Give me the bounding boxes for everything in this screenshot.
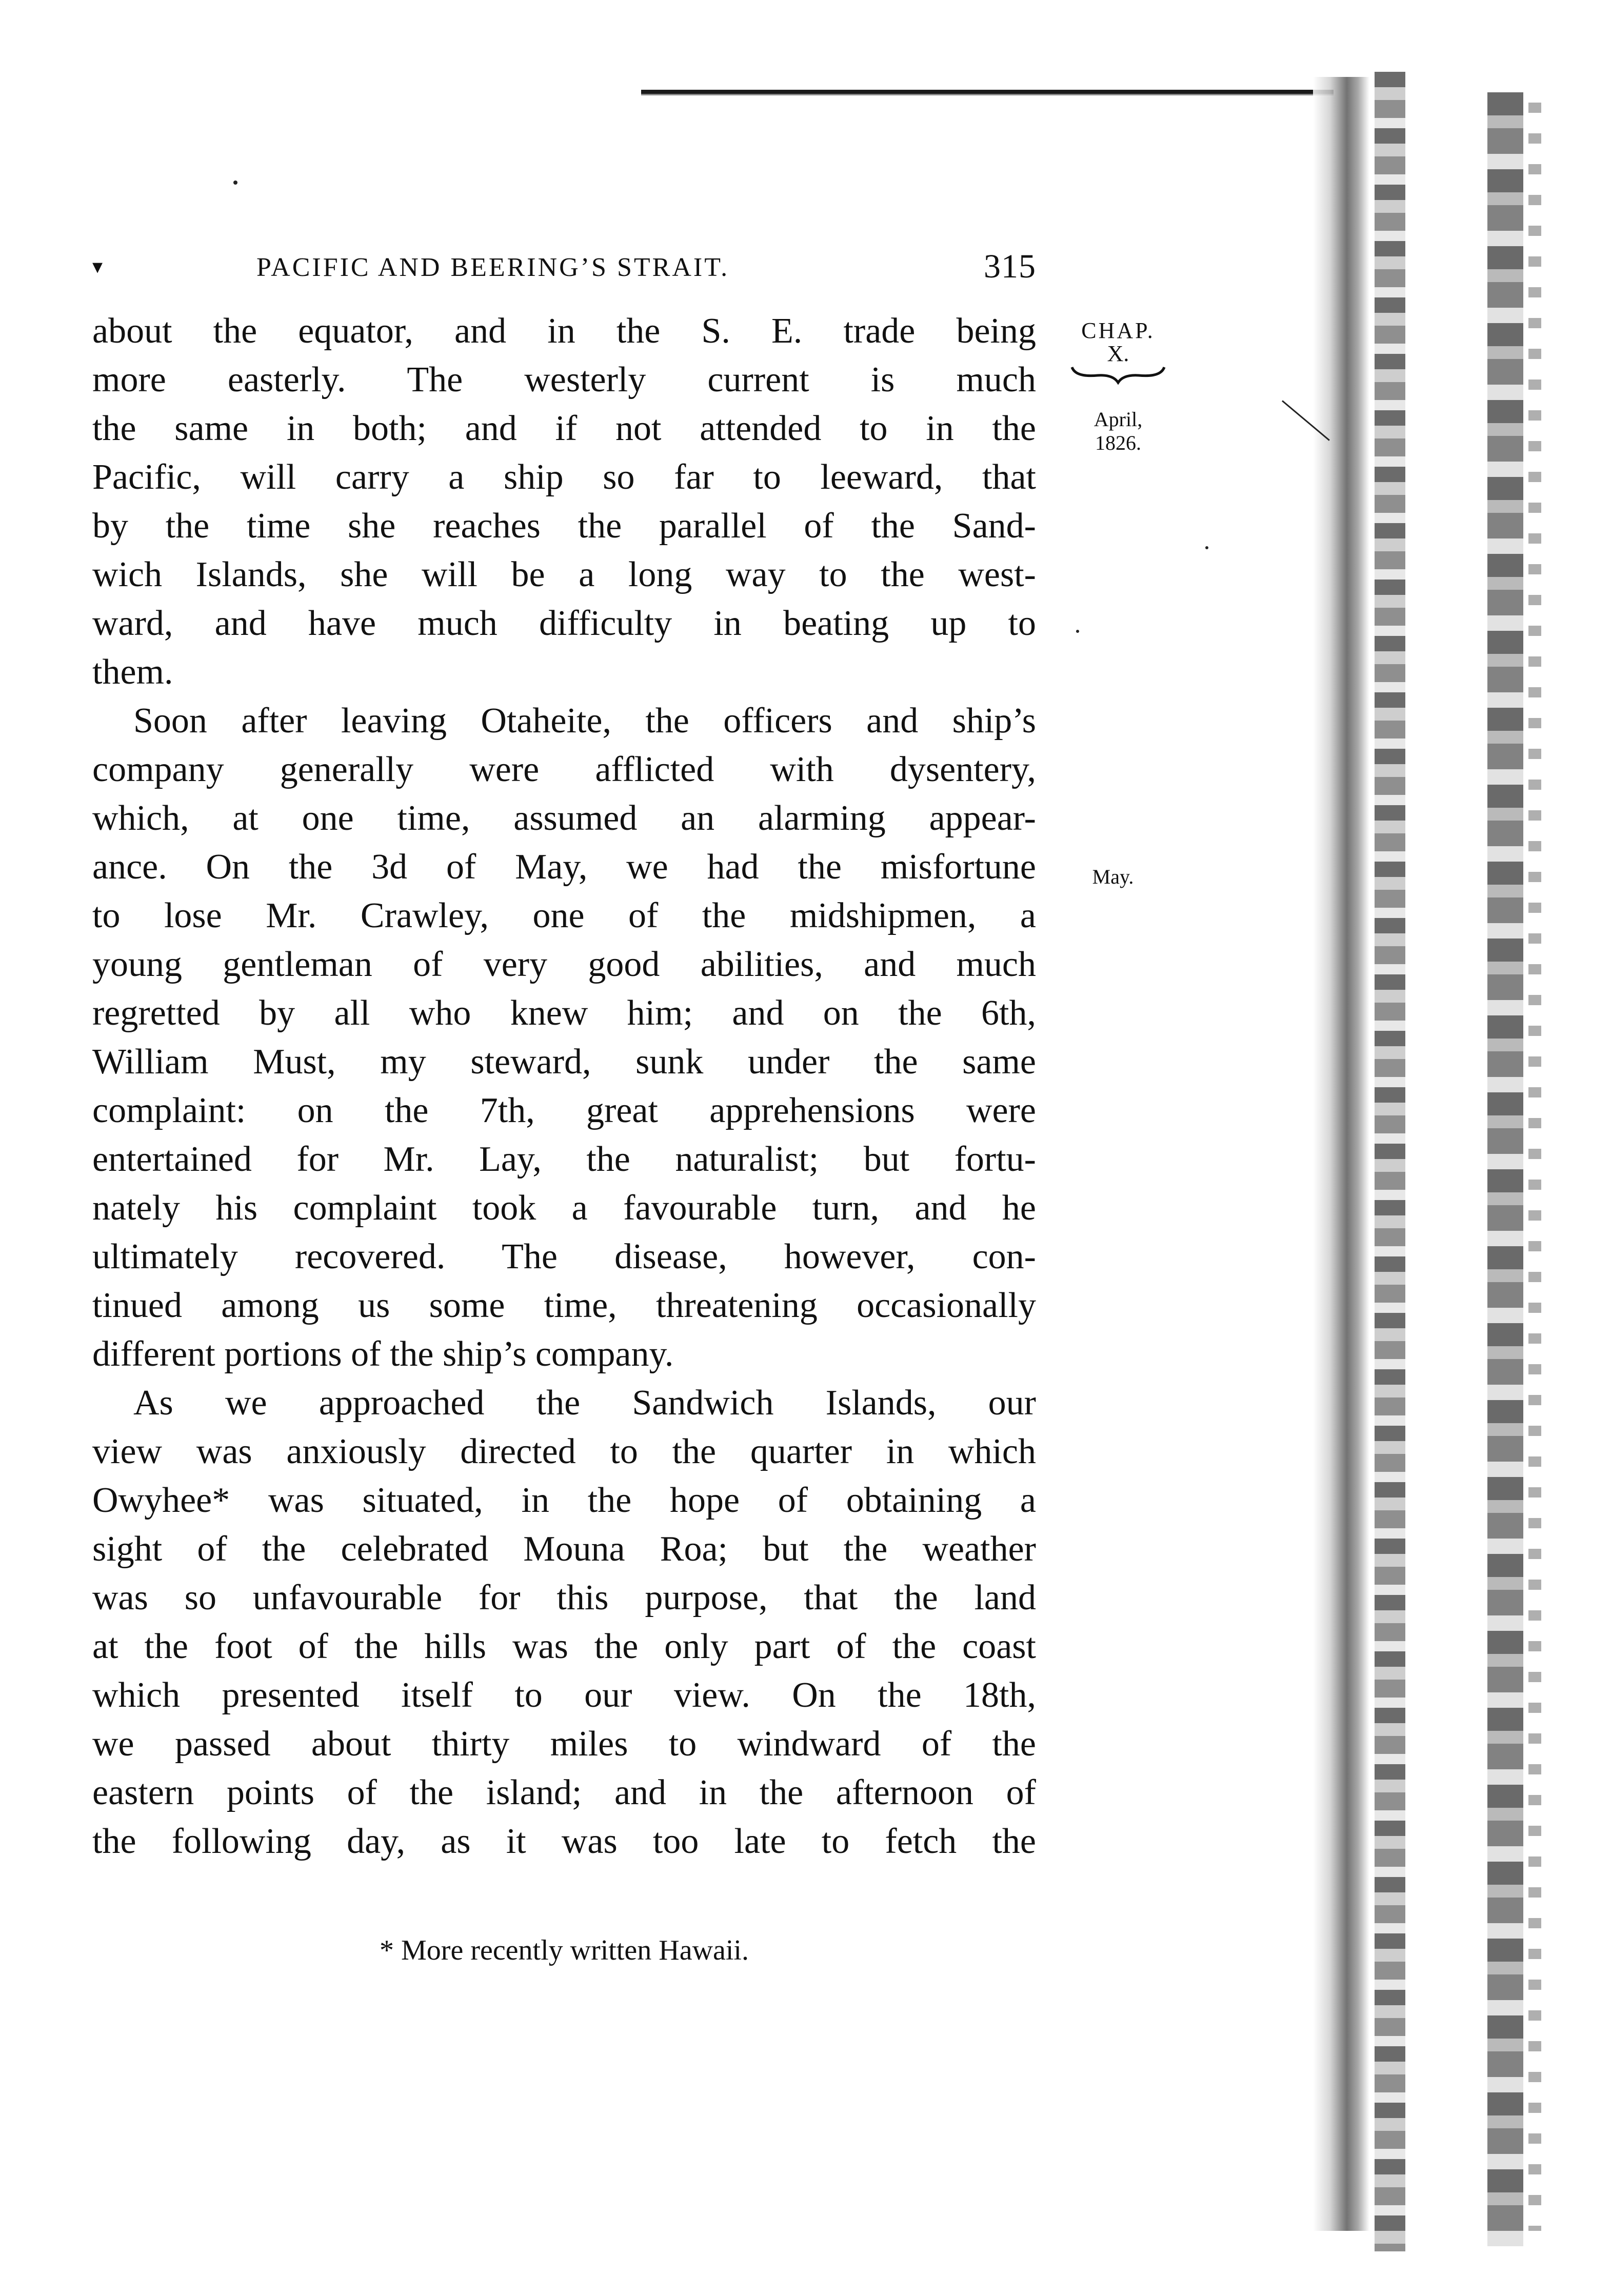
text-line: about the equator, and in the S. E. trade being (92, 311, 1036, 351)
text-line: nately his complaint took a favourable turn, and he (92, 1188, 1036, 1228)
top-scan-rule-shadow (641, 94, 1334, 95)
text-line: Owyhee* was situated, in the hope of obtaining a (92, 1481, 1036, 1520)
date-year: 1826. (1095, 431, 1141, 454)
ink-speck (1076, 630, 1079, 633)
ink-speck (233, 181, 237, 185)
text-line: we passed about thirty miles to windward of the (92, 1724, 1036, 1764)
text-line: ance. On the 3d of May, we had the misfortune (92, 847, 1036, 887)
running-head-title: PACIFIC AND BEERING’S STRAIT. (256, 253, 730, 282)
text-line: the following day, as it was too late to fetch the (92, 1822, 1036, 1861)
text-line: entertained for Mr. Lay, the naturalist; but fortu- (92, 1140, 1036, 1179)
text-line: complaint: on the 7th, great apprehensions were (92, 1091, 1036, 1130)
footnote: * More recently written Hawaii. (380, 1934, 749, 1966)
head-mark: ▾ (92, 255, 103, 278)
text-line: young gentleman of very good abilities, and much (92, 945, 1036, 984)
text-line: William Must, my steward, sunk under the same (92, 1042, 1036, 1082)
text-line: at the foot of the hills was the only part of the coast (92, 1627, 1036, 1666)
text-line: to lose Mr. Crawley, one of the midshipmen, a (92, 896, 1036, 935)
text-line: different portions of the ship’s company. (92, 1334, 674, 1374)
chapter-label: CHAP. (1081, 318, 1155, 343)
text-line: more easterly. The westerly current is much (92, 360, 1036, 400)
chapter-number: X. (1107, 341, 1129, 366)
running-head (92, 247, 1036, 288)
text-line: which, at one time, assumed an alarming appear- (92, 798, 1036, 838)
page-number: 315 (984, 248, 1036, 285)
chapter-note (1069, 318, 1167, 385)
text-line: view was anxiously directed to the quarter in which (92, 1432, 1036, 1471)
ink-speck (1205, 546, 1208, 549)
text-line: sight of the celebrated Mouna Roa; but the weather (92, 1529, 1036, 1569)
text-line: As we approached the Sandwich Islands, our (133, 1383, 1036, 1423)
text-line: wich Islands, she will be a long way to the west- (92, 555, 1036, 594)
text-line: company generally were afflicted with dysentery, (92, 750, 1036, 789)
binding-edge-outer (1487, 92, 1523, 2246)
top-scan-rule (641, 90, 1334, 94)
text-line: them. (92, 652, 173, 692)
text-line: regretted by all who knew him; and on the 6th, (92, 993, 1036, 1033)
text-line: by the time she reaches the parallel of the Sand- (92, 506, 1036, 546)
may-note: May. (1092, 865, 1134, 888)
body-text (92, 307, 1036, 1866)
binding-edge (1375, 72, 1405, 2251)
text-line: eastern points of the island; and in the afternoon of (92, 1773, 1036, 1812)
date-month: April, (1093, 408, 1143, 431)
date-note (1069, 408, 1167, 455)
text-line: tinued among us some time, threatening occasionally (92, 1286, 1036, 1325)
binding-shadow (1313, 77, 1369, 2231)
text-line: the same in both; and if not attended to in the (92, 409, 1036, 448)
text-line: ultimately recovered. The disease, however, con- (92, 1237, 1036, 1276)
text-line: Soon after leaving Otaheite, the officers and ship’s (133, 701, 1036, 741)
text-line: Pacific, will carry a ship so far to leeward, that (92, 457, 1036, 497)
binding-edge-stripe (1528, 103, 1541, 2231)
brace-ornament (1069, 364, 1167, 385)
text-line: which presented itself to our view. On the 18th, (92, 1675, 1036, 1715)
text-line: ward, and have much difficulty in beating up to (92, 604, 1036, 643)
text-line: was so unfavourable for this purpose, that the land (92, 1578, 1036, 1618)
